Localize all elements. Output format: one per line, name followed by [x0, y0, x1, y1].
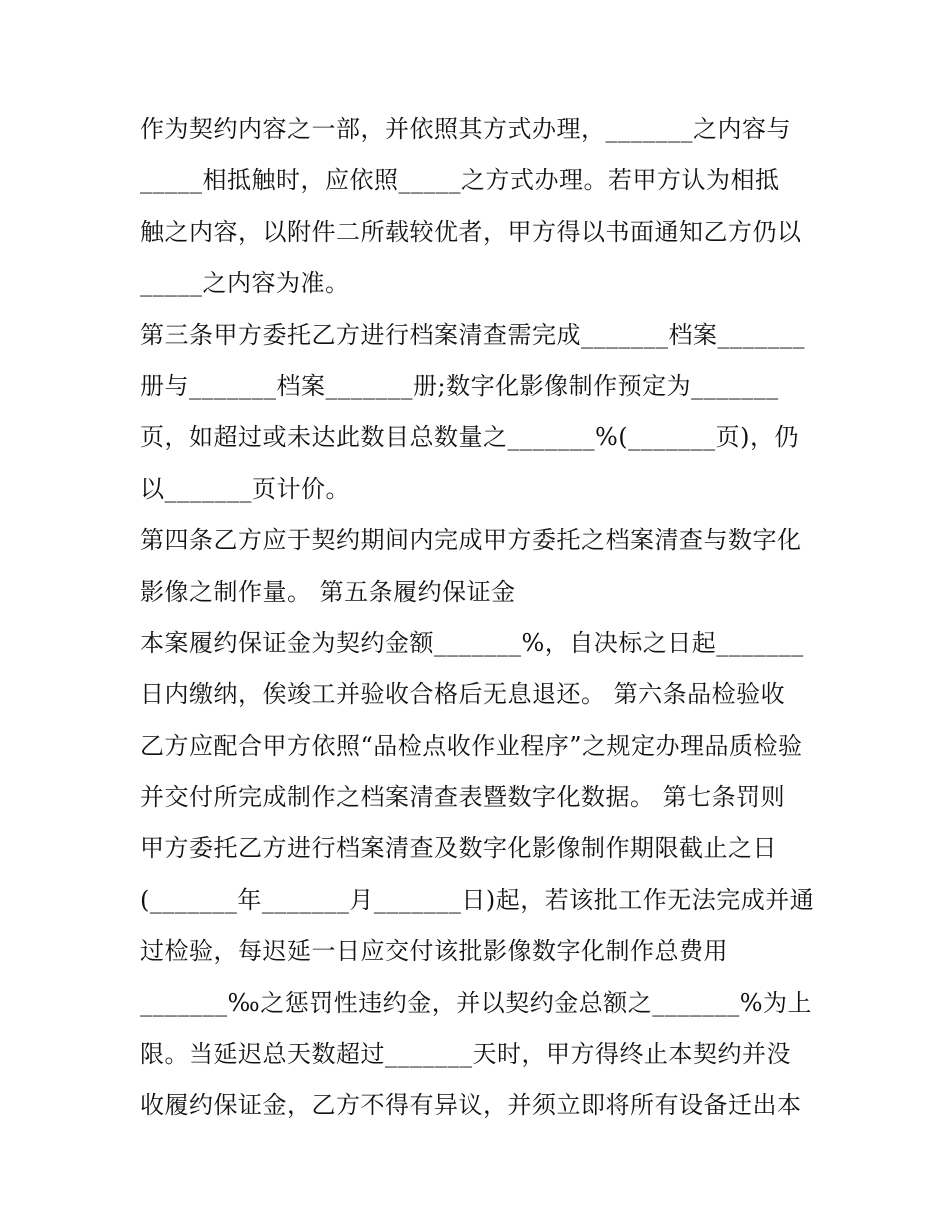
text-line: 过检验，每迟延一日应交付该批影像数字化制作总费用	[140, 937, 728, 966]
text-line: 作为契约内容之一部，并依照其方式办理，_______之内容与	[140, 115, 791, 143]
text-line: _____相抵触时，应依照_____之方式办理。若甲方认为相抵	[140, 166, 780, 195]
text-line: 册与_______档案_______册;数字化影像制作预定为_______	[140, 371, 779, 400]
article-3-line: 第三条甲方委托乙方进行档案清查需完成_______档案_______	[140, 320, 805, 349]
contract-text	[140, 104, 830, 1132]
text-line: (_______年_______月_______日)起，若该批工作无法完成并通	[140, 885, 815, 914]
text-line: 限。当延迟总天数超过_______天时，甲方得终止本契约并没	[140, 1040, 791, 1069]
text-line: 并交付所完成制作之档案清查表暨数字化数据。 第七条罚则	[140, 783, 786, 812]
text-line: 触之内容，以附件二所载较优者，甲方得以书面通知乙方仍以	[140, 217, 802, 246]
text-line: 乙方应配合甲方依照“品检点收作业程序”之规定办理品质检验	[140, 731, 803, 760]
text-line: 收履约保证金，乙方不得有异议，并须立即将所有设备迁出本	[140, 1091, 802, 1120]
text-line: 日内缴纳，俟竣工并验收合格后无息退还。 第六条品检验收	[140, 680, 786, 709]
text-line: 本案履约保证金为契约金额_______%，自决标之日起_______	[140, 628, 804, 657]
text-line: 甲方委托乙方进行档案清查及数字化影像制作期限截止之日	[140, 834, 777, 863]
text-line: 以_______页计价。	[140, 474, 350, 503]
text-line: _______‰之惩罚性违约金，并以契约金总额之_______%为上	[140, 988, 813, 1017]
text-line: _____之内容为准。	[140, 269, 350, 298]
text-line: 影像之制作量。 第五条履约保证金	[140, 577, 516, 606]
text-line: 页，如超过或未达此数目总数量之_______%(_______页)，仍	[140, 423, 800, 452]
article-4-line: 第四条乙方应于契约期间内完成甲方委托之档案清查与数字化	[140, 526, 802, 555]
